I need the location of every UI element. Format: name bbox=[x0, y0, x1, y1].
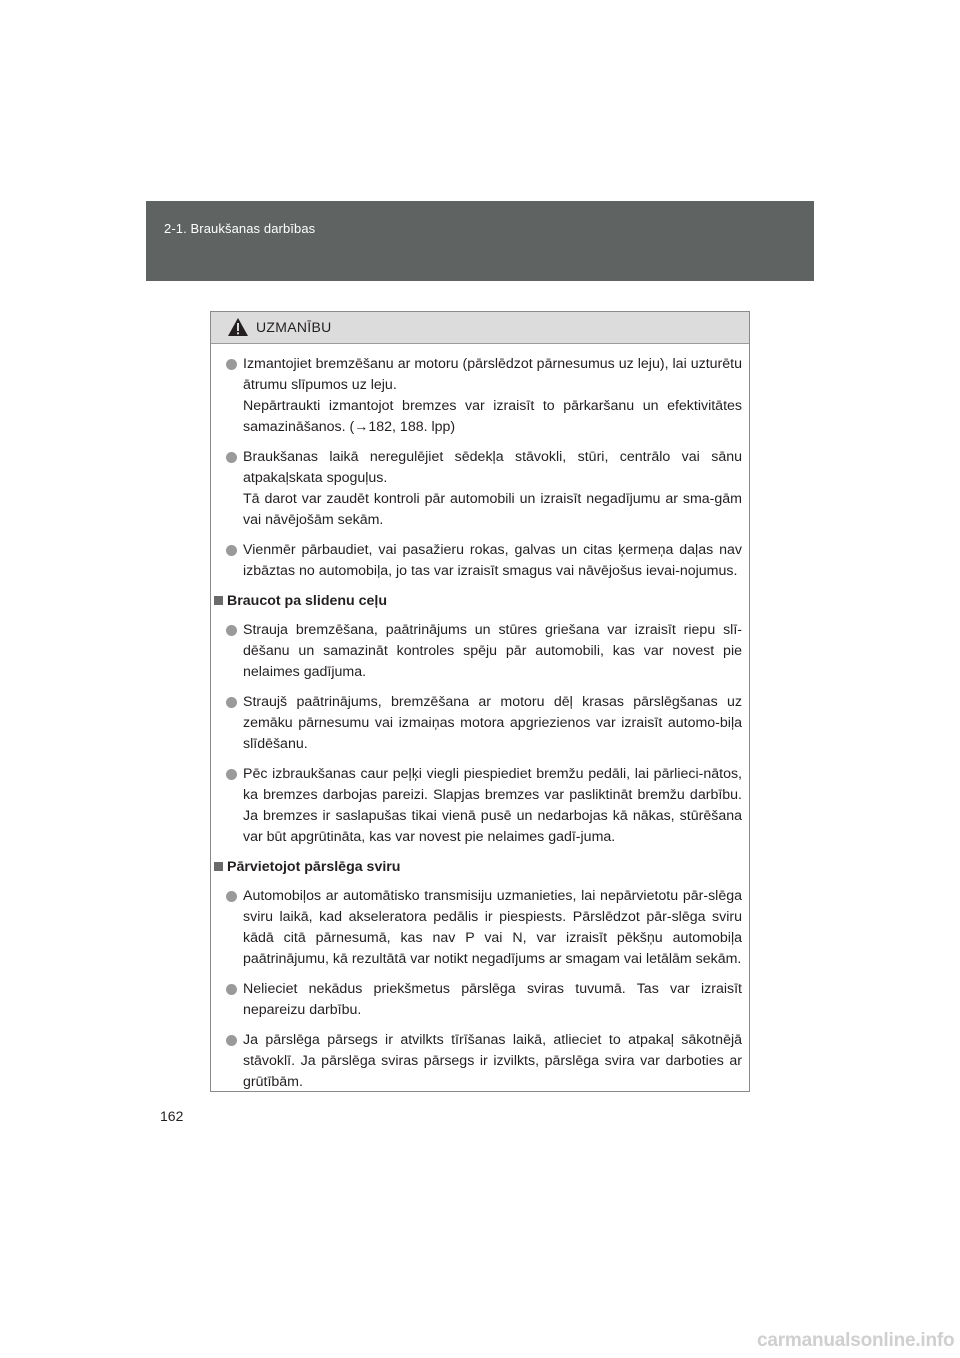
bullet-icon bbox=[226, 545, 237, 556]
caution-body bbox=[211, 344, 749, 1093]
page-number: 162 bbox=[160, 1108, 184, 1124]
bullet-icon bbox=[226, 984, 237, 995]
item-text: Automobiļos ar automātisko transmisiju uzmanieties, lai nepārvietotu pār-slēga sviru laikā, kad akseleratora pedālis ir piespiests. Pārslēdzot pār-slēga sviru kādā citā pārnesumā, kas nav P vai N, var izraisīt pēkšņu automobiļa paātrinājumu, kā rezultātā var notikt negadījums ar smagam vai letālām sekām. bbox=[243, 888, 742, 967]
bullet-icon bbox=[226, 452, 237, 463]
section-header-band bbox=[146, 201, 814, 281]
warning-triangle-icon bbox=[227, 317, 249, 337]
list-item bbox=[211, 447, 742, 531]
list-item bbox=[211, 620, 742, 683]
list-item bbox=[211, 764, 742, 848]
item-text: Strauja bremzēšana, paātrinājums un stūres griešana var izraisīt riepu slī-dēšanu un samazināt kontroles spēju pār automobili, kas var novest pie nelaimes gadījuma. bbox=[243, 622, 742, 680]
caution-header bbox=[211, 312, 749, 344]
section-label: 2-1. Braukšanas darbības bbox=[164, 221, 316, 236]
square-bullet-icon bbox=[214, 596, 223, 605]
item-text: Vienmēr pārbaudiet, vai pasažieru rokas, galvas un citas ķermeņa daļas nav izbāztas no automobiļa, jo tas var izraisīt smagus vai nāvējošus ievai-nojumus. bbox=[243, 542, 742, 579]
list-item bbox=[211, 354, 742, 438]
bullet-icon bbox=[226, 1035, 237, 1046]
item-text: Nepārtraukti izmantojot bremzes var izraisīt to pārkaršanu un efektivitātes samazināšanos. (→182, 188. lpp) bbox=[243, 398, 742, 435]
item-text: Pēc izbraukšanas caur peļķi viegli piespiediet bremžu pedāli, lai pārlieci-nātos, ka bremzes darbojas pareizi. Slapjas bremzes var pasliktināt bremžu darbību. Ja bremzes ir saslapušas tikai vienā pusē un nedarbojas kā nākas, stūrēšana var būt apgrūtināta, kas var novest pie nelaimes gadī-juma. bbox=[243, 766, 742, 845]
item-text: Braukšanas laikā neregulējiet sēdekļa stāvokli, stūri, centrālo vai sānu atpakaļskata spoguļus. bbox=[243, 449, 742, 486]
section-heading-text: Braucot pa slidenu ceļu bbox=[227, 593, 388, 609]
item-text: Ja pārslēga pārsegs ir atvilkts tīrīšanas laikā, atlieciet to atpakaļ sākotnējā stāvoklī. Ja pārslēga sviras pārsegs ir izvilkts, pārslēga svira var darboties ar grūtībām. bbox=[243, 1032, 742, 1090]
list-item bbox=[211, 886, 742, 970]
section-heading-text: Pārvietojot pārslēga sviru bbox=[227, 859, 401, 875]
bullet-icon bbox=[226, 359, 237, 370]
bullet-icon bbox=[226, 697, 237, 708]
list-item bbox=[211, 692, 742, 755]
item-text: Nelieciet nekādus priekšmetus pārslēga sviras tuvumā. Tas var izraisīt nepareizu darbību. bbox=[243, 981, 742, 1018]
caution-title: UZMANĪBU bbox=[256, 319, 332, 335]
watermark: carmanualsonline.info bbox=[757, 1330, 955, 1351]
section-heading bbox=[211, 591, 742, 612]
item-text: Tā darot var zaudēt kontroli pār automobili un izraisīt negadījumu ar sma-gām vai nāvējošām sekām. bbox=[243, 491, 742, 528]
list-item bbox=[211, 1030, 742, 1093]
section-heading bbox=[211, 857, 742, 878]
bullet-icon bbox=[226, 769, 237, 780]
item-text: Straujš paātrinājums, bremzēšana ar motoru dēļ krasas pārslēgšanas uz zemāku pārnesumu vai izmaiņas motora apgriezienos var izraisīt automo-biļa slīdēšanu. bbox=[243, 694, 742, 752]
list-item bbox=[211, 979, 742, 1021]
bullet-icon bbox=[226, 891, 237, 902]
caution-box bbox=[210, 311, 750, 1092]
list-item bbox=[211, 540, 742, 582]
item-text: Izmantojiet bremzēšanu ar motoru (pārslēdzot pārnesumus uz leju), lai uzturētu ātrumu slīpumos uz leju. bbox=[243, 356, 742, 393]
square-bullet-icon bbox=[214, 862, 223, 871]
bullet-icon bbox=[226, 625, 237, 636]
